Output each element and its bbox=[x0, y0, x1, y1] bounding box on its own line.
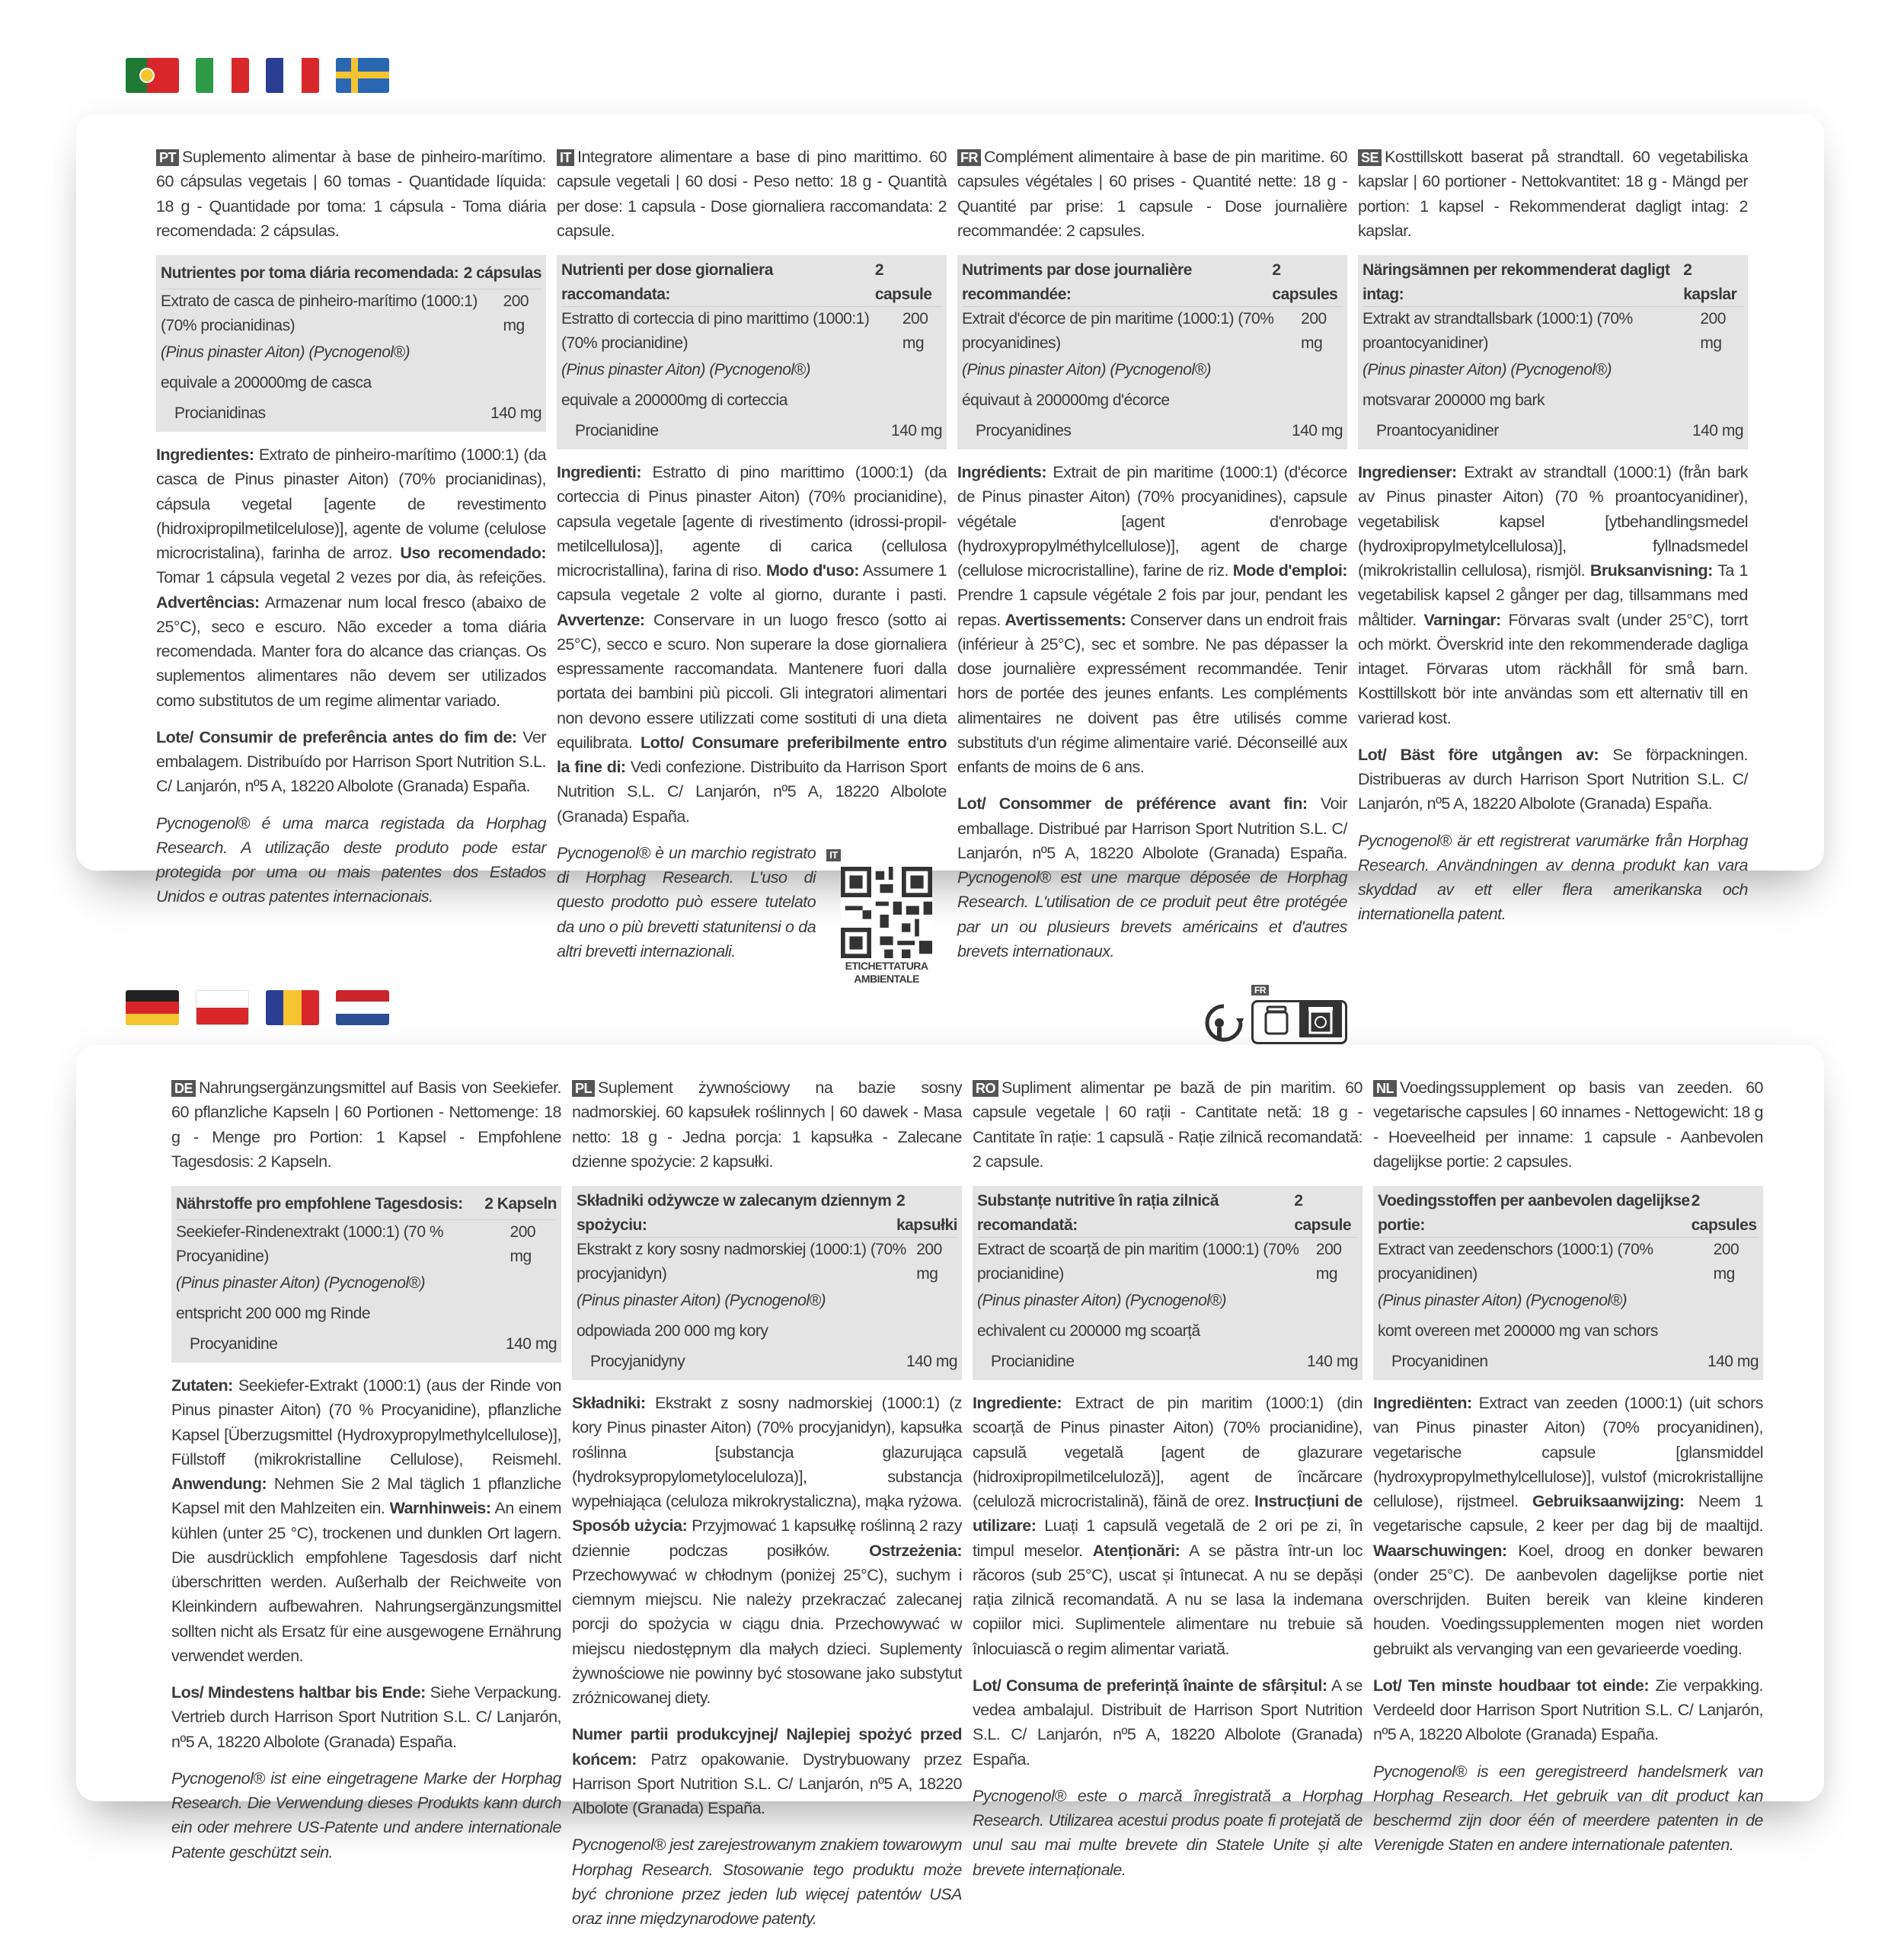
table-row-label: equivale a 200000mg de casca bbox=[161, 374, 372, 392]
ingredients-label: Zutaten: bbox=[171, 1376, 233, 1395]
table-head: Voedingsstoffen per aanbevolen dagelijkse portie: bbox=[1378, 1192, 1690, 1234]
table-row-value: 200 mg bbox=[1315, 1241, 1342, 1283]
use-text: Przyjmować 1 kapsułkę roślinną 2 razy dziennie podczas posiłków. bbox=[572, 1516, 962, 1560]
column-pt bbox=[156, 145, 546, 1044]
warnings-label: Atenționări: bbox=[1092, 1541, 1180, 1560]
use-label: Bruksanvisning: bbox=[1589, 561, 1713, 580]
use-text: Assumere 1 capsula vegetale 2 volte al giorno, durante i pasti. bbox=[557, 561, 947, 605]
warnings-text: Conserver dans un endroit frais (inférieur à 25°C), sec et sombre. Ne pas dépasser la dose journalière expressément recommandée. Tenir hors de portée des jeunes enfants. Les compléments alimentaires ne doivent pas être utilisés comme substituts d'un régime alimentaire varié. Déconseillé aux enfants de moins de 6 ans. bbox=[957, 610, 1347, 776]
lot-label: Lote/ Consumir de preferência antes do fim de: bbox=[156, 727, 517, 746]
table-head-value: 2 capsule bbox=[874, 261, 932, 303]
use-label: Modo d'uso: bbox=[765, 561, 859, 580]
qr-language-tag: IT bbox=[826, 849, 841, 861]
use-label: Anwendung: bbox=[171, 1475, 267, 1493]
table-row-label: entspricht 200 000 mg Rinde bbox=[176, 1305, 370, 1323]
warnings-label: Ostrzeżenia: bbox=[869, 1541, 962, 1560]
table-row-value: 200 mg bbox=[1713, 1241, 1739, 1283]
table-head-value: 2 cápsulas bbox=[463, 264, 541, 283]
warnings-label: Warnhinweis: bbox=[389, 1499, 491, 1518]
trademark-note: Pycnogenol® è un marchio registrato di Horphag Research. L'uso di questo prodotto può essere tutelato da uno o più brevetti statunitensi o da altri brevetti internazionali. bbox=[557, 843, 816, 960]
table-row-label: (Pinus pinaster Aiton) (Pycnogenol®) bbox=[176, 1274, 426, 1293]
warnings-label: Avertissements: bbox=[1005, 610, 1126, 629]
trademark-note: Pycnogenol® är ett registrerat varumärke från Horphag Research. Användningen av denna produkt kan vara skyddad av ett eller flera amerikanska och internationella patent. bbox=[1358, 831, 1748, 924]
trademark-note: Pycnogenol® ist eine eingetragene Marke der Horphag Research. Die Verwendung dieses Produkts kann durch ein oder mehrere US-Patente und andere internationale Patente geschützt sein. bbox=[171, 1769, 561, 1862]
table-row-label: (Pinus pinaster Aiton) (Pycnogenol®) bbox=[577, 1292, 826, 1310]
lot-label: Lot/ Ten minste houdbaar tot einde: bbox=[1373, 1676, 1649, 1695]
table-row-label: Procyjanidyny bbox=[590, 1353, 685, 1371]
ingredients-text: Estratto di pino marittimo (1000:1) (da corteccia di Pinus pinaster Aiton) (70% procianidine), capsula vegetale [agente di rivestimento (idrossi-propil-metilcellulosa)], agente di carica (cellulosa microcristallina), farina di riso. bbox=[557, 463, 947, 580]
nutrition-table bbox=[171, 1186, 561, 1363]
ingredients-label: Ingrédients: bbox=[957, 463, 1047, 481]
table-row-value: 140 mg bbox=[1707, 1353, 1759, 1371]
ingredients-label: Ingredientes: bbox=[156, 446, 254, 464]
nutrition-table bbox=[973, 1186, 1363, 1380]
table-row-label: equivale a 200000mg di corteccia bbox=[561, 391, 787, 410]
trademark-note: Pycnogenol® este o marcă înregistrată a Horphag Research. Utilizarea acestui produs poate fi protejată de unul sau mai multe brevete din Statele Unite și alte brevete internaționale. bbox=[973, 1786, 1363, 1879]
table-row-value: 200 mg bbox=[902, 310, 928, 352]
lot-label: Lot/ Bäst före utgången av: bbox=[1358, 745, 1599, 764]
ingredients-text: Extrait de pin maritime (1000:1) (d'écorce de Pinus pinaster Aiton) (70% procyanidines), capsule végétale [agent d'enrobage (hydroxypropylméthylcellulose)], agent de charge (cellulose microcristalline), farine de riz. bbox=[957, 463, 1347, 580]
product-intro: Integratore alimentare a base di pino marittimo. 60 capsule vegetali | 60 dosi - Peso netto: 18 g - Quantità per dose: 1 capsula - Dose giornaliera raccomandata: 2 capsule. bbox=[557, 148, 947, 240]
lot-text: Siehe Verpackung. Vertrieb durch Harrison Sport Nutrition S.L. C/ Lanjarón, nº5 A, 18220 Albolote (Granada) España. bbox=[171, 1683, 561, 1751]
lot-label: Lotto/ Consumare preferibilmente entro la fine di: bbox=[557, 733, 947, 776]
warnings-label: Varningar: bbox=[1423, 610, 1501, 629]
table-row-label: (Pinus pinaster Aiton) (Pycnogenol®) bbox=[561, 361, 811, 379]
language-code-badge: PL bbox=[572, 1080, 595, 1097]
table-row-label: Extract van zeedenschors (1000:1) (70% procyanidinen) bbox=[1378, 1241, 1653, 1283]
sweden-flag bbox=[336, 58, 389, 93]
nutrition-table bbox=[572, 1186, 962, 1380]
language-code-badge: RO bbox=[973, 1080, 998, 1097]
language-code-badge: FR bbox=[957, 149, 981, 166]
recycling-icons bbox=[957, 976, 1347, 1044]
column-ro bbox=[973, 1075, 1363, 1943]
table-head: Nutriments par dose journalière recommandée: bbox=[962, 261, 1192, 303]
lot-label: Numer partii produkcyjnej/ Najlepiej spożyć przed końcem: bbox=[572, 1725, 962, 1769]
recycling-bin-icon bbox=[1299, 1002, 1342, 1037]
warnings-text: Armazenar num local fresco (abaixo de 25°C), seco e escuro. Não exceder a toma diária recomendada. Manter fora do alcance das crianças. Os suplementos alimentares não devem ser utilizados como substitutos de um regime alimentar variado. bbox=[156, 593, 546, 710]
column-nl bbox=[1373, 1075, 1763, 1943]
table-head-value: 2 capsules bbox=[1691, 1192, 1757, 1234]
nutrition-table bbox=[557, 255, 947, 449]
nutrition-table bbox=[156, 255, 546, 432]
flags-row-bottom bbox=[126, 990, 389, 1025]
table-head: Substanțe nutritive în rația zilnică recomandată: bbox=[977, 1192, 1219, 1234]
warnings-label: Avvertenze: bbox=[557, 610, 645, 629]
language-code-badge: DE bbox=[171, 1080, 196, 1097]
nutrition-table bbox=[1373, 1186, 1763, 1380]
use-text: Nehmen Sie 2 Mal täglich 1 pflanzliche Kapsel mit den Mahlzeiten ein. bbox=[171, 1475, 561, 1518]
table-row-value: 200 mg bbox=[1301, 310, 1327, 352]
lot-label: Lot/ Consommer de préférence avant fin: bbox=[957, 794, 1308, 813]
warnings-text: Förvaras svalt (under 25°C), torrt och mörkt. Överskrid inte den rekommenderade dagliga intaget. Förvaras utom räckhåll för små barn. Kosttillskott bör inte användas som ett alternativ till en varierad kost. bbox=[1358, 610, 1748, 727]
table-row-label: (Pinus pinaster Aiton) (Pycnogenol®) bbox=[161, 344, 411, 362]
table-row-label: odpowiada 200 000 mg kory bbox=[577, 1322, 768, 1341]
environmental-label bbox=[826, 841, 947, 986]
ingredients-text: Extrakt av strandtall (1000:1) (från bark av Pinus pinaster Aiton) (70 % proantocyanidiner), vegetabilisk kapsel [ytbehandlingsmedel (hydroxipropylmetylcellulosa)], fyllnadsmedel (mikrokristallin cellulosa), rismjöl. bbox=[1358, 463, 1748, 580]
column-it bbox=[557, 145, 947, 1044]
netherlands-flag bbox=[336, 990, 389, 1025]
table-row-label: Procyanidine bbox=[190, 1335, 278, 1353]
ingredients-label: Ingrediënten: bbox=[1373, 1394, 1472, 1412]
table-row-label: motsvarar 200000 mg bark bbox=[1363, 391, 1545, 410]
table-row-label: équivaut à 200000mg d'écorce bbox=[962, 391, 1170, 410]
table-row-label: Procianidine bbox=[991, 1353, 1075, 1371]
language-code-badge: IT bbox=[557, 149, 574, 166]
table-row-value: 140 mg bbox=[490, 404, 541, 423]
columns-bottom bbox=[171, 1075, 1763, 1943]
ingredients-label: Ingredienti: bbox=[557, 463, 642, 481]
table-row-label: (Pinus pinaster Aiton) (Pycnogenol®) bbox=[1378, 1292, 1628, 1310]
table-row-label: Procyanidines bbox=[976, 422, 1072, 440]
use-label: Uso recomendado: bbox=[400, 544, 546, 562]
table-row-value: 140 mg bbox=[890, 422, 942, 440]
warnings-text: A se păstra într-un loc răcoros (sub 25°C), uscat și întunecat. A nu se depăși rația zilnică recomandată. A nu se lasa la indemana copiilor mici. Suplimentele alimentare nu trebuie să înlocuiască o regim alimentar variată. bbox=[973, 1541, 1363, 1658]
table-row-label: Procianidinas bbox=[174, 404, 266, 423]
qr-code-icon[interactable] bbox=[841, 867, 932, 958]
table-row-value: 200 mg bbox=[503, 292, 529, 334]
ingredients-text: Extract van zeeden (1000:1) (uit schors van Pinus pinaster Aiton) (70% procyanidinen), vegetarische capsule [glansmiddel (hydroxypropylmethylcellulose)], vulstof (microkristallijne cellulose), rijstmeel. bbox=[1373, 1394, 1763, 1510]
use-text: Neem 1 vegetarische capsule, 2 keer per dag bij de maaltijd. bbox=[1373, 1492, 1763, 1536]
warnings-text: Koel, droog en donker bewaren (onder 25°C). De aanbevolen dagelijkse portie niet overschrijden. Buiten bereik van kleine kinderen houden. Voedingssupplementen mogen niet worden gebruikt als vervanging van een gevarieerde voeding. bbox=[1373, 1541, 1763, 1658]
warnings-text: Przechowywać w chłodnym (poniżej 25°C), suchym i ciemnym miejscu. Nie należy przekraczać zalecanej porcji do spożycia w ciągu dnia. Przechowywać w miejscu niedostępnym dla małych dzieci. Suplementy żywnościowe nie powinny być stosowane jako substytut zróżnicowanej diety. bbox=[572, 1565, 962, 1707]
lot-text: Vedi confezione. Distribuito da Harrison Sport Nutrition S.L. C/ Lanjarón, nº5 A, 18220 Albolote (Granada) España. bbox=[557, 758, 947, 826]
nutrition-table bbox=[1358, 255, 1748, 449]
table-row-label: (Pinus pinaster Aiton) (Pycnogenol®) bbox=[1363, 361, 1612, 379]
portugal-flag bbox=[126, 58, 179, 93]
table-head: Nährstoffe pro empfohlene Tagesdosis: bbox=[176, 1195, 463, 1213]
lot-text: Patrz opakowanie. Dystrybuowany przez Harrison Sport Nutrition S.L. C/ Lanjarón, nº5 A, 18220 Albolote (Granada) España. bbox=[572, 1750, 962, 1817]
trademark-note: Pycnogenol® is een geregistreerd handelsmerk van Horphag Research. Het gebruik van dit product kan beschermd zijn door één of meerdere patenten in de Verenigde Staten en andere internationale patenten. bbox=[1373, 1762, 1763, 1855]
germany-flag bbox=[126, 990, 179, 1025]
table-row-label: Extract de scoarță de pin maritim (1000:1) (70% procianidine) bbox=[977, 1241, 1299, 1283]
product-intro: Supliment alimentar pe bază de pin maritim. 60 capsule vegetale | 60 rații - Cantitate netă: 18 g - Cantitate în rație: 1 capsulă - Rație zilnică recomandată: 2 capsule. bbox=[973, 1079, 1363, 1171]
romania-flag bbox=[266, 990, 319, 1025]
column-fr bbox=[957, 145, 1347, 1044]
ingredients-text: Ekstrakt z sosny nadmorskiej (1000:1) (z kory Pinus pinaster Aiton) (70% procyjanidyn), kapsułka roślinna [substancja glazurująca (hydroksypropylometyloceluloza)], substancja wypełniająca (celuloza mikrokrystaliczna), mąka ryżowa. bbox=[572, 1394, 962, 1510]
table-row-label: komt overeen met 200000 mg van schors bbox=[1378, 1322, 1658, 1341]
table-row-value: 140 mg bbox=[505, 1335, 557, 1353]
table-head-value: 2 Kapseln bbox=[484, 1195, 557, 1213]
triman-recycle-icon bbox=[1201, 1002, 1247, 1044]
use-text: Tomar 1 cápsula vegetal 2 vezes por dia, às refeições. bbox=[156, 568, 546, 587]
trademark-note: Pycnogenol® jest zarejestrowanym znakiem towarowym Horphag Research. Stosowanie tego produktu może być chronione przez jeden lub więcej patentów USA oraz inne międzynarodowe patenty. bbox=[572, 1836, 962, 1928]
ingredients-text: Extrato de pinheiro-marítimo (1000:1) (da casca de Pinus pinaster Aiton) (70% procianidinas), cápsula vegetal [agente de revestimento (hidroxipropilmetilcelulose)], agente de volume (celulose microcristalina), farinha de arroz. bbox=[156, 446, 546, 562]
warnings-label: Advertências: bbox=[156, 593, 260, 612]
warnings-text: An einem kühlen (unter 25 °C), trockenen und dunklen Ort lagern. Die ausdrücklich empfohlene Tagesdosis darf nicht überschritten werden. Außerhalb der Reichweite von Kleinkindern aufbewahren. Nahrungsergänzungsmittel sollten nicht als Ersatz für eine ausgewogene Ernährung verwendet werden. bbox=[171, 1499, 561, 1665]
italy-flag bbox=[196, 58, 249, 93]
column-pl bbox=[572, 1075, 962, 1943]
table-row-value: 140 mg bbox=[1692, 422, 1743, 440]
table-row-value: 200 mg bbox=[510, 1223, 536, 1265]
nutrition-table bbox=[957, 255, 1347, 449]
table-head: Nutrientes por toma diária recomendada: bbox=[161, 264, 459, 283]
product-intro: Kosttillskott baserat på strandtall. 60 vegetabiliska kapslar | 60 portioner - Nettokvantitet: 18 g - Mängd per portion: 1 kapsel - Rekommenderat dagligt intag: 2 kapslar. bbox=[1358, 148, 1748, 240]
use-label: Sposób użycia: bbox=[572, 1516, 688, 1536]
columns-top bbox=[156, 145, 1748, 1044]
table-row-value: 140 mg bbox=[1291, 422, 1343, 440]
language-code-badge: SE bbox=[1358, 149, 1382, 166]
use-label: Gebruiksaanwijzing: bbox=[1532, 1492, 1685, 1510]
table-head: Składniki odżywcze w zalecanym dziennym spożyciu: bbox=[577, 1192, 892, 1234]
lot-text: Zie verpakking. Verdeeld door Harrison Sport Nutrition S.L. C/ Lanjarón, nº5 A, 18220 Albolote (Granada) España. bbox=[1373, 1676, 1763, 1744]
lot-label: Los/ Mindestens haltbar bis Ende: bbox=[171, 1683, 426, 1702]
use-label: Mode d'emploi: bbox=[1232, 561, 1347, 580]
poland-flag bbox=[196, 990, 249, 1025]
table-row-value: 140 mg bbox=[906, 1353, 957, 1371]
table-head-value: 2 capsules bbox=[1272, 261, 1338, 303]
use-text: Luați 1 capsulă vegetală de 2 ori pe zi, în timpul meselor. bbox=[973, 1516, 1363, 1560]
column-de bbox=[171, 1075, 561, 1943]
france-flag bbox=[266, 58, 319, 93]
language-code-badge: NL bbox=[1373, 1080, 1397, 1097]
table-row-label: Procyanidinen bbox=[1391, 1353, 1488, 1371]
product-intro: Nahrungsergänzungsmittel auf Basis von Seekiefer. 60 pflanzliche Kapseln | 60 Portionen - Nettomenge: 18 g - Menge pro Portion: 1 Kapsel - Empfohlene Tagesdosis: 2 Kapseln. bbox=[171, 1079, 561, 1171]
table-head-value: 2 kapsułki bbox=[896, 1192, 957, 1234]
use-text: Prendre 1 capsule végétale 2 fois par jour, pendant les repas. bbox=[957, 586, 1347, 629]
column-se bbox=[1358, 145, 1748, 1044]
product-intro: Complément alimentaire à base de pin maritime. 60 capsules végétales | 60 prises - Quantité nette: 18 g - Quantité par prise: 1 capsule - Dose journalière recommandée: 2 capsules. bbox=[957, 148, 1347, 240]
use-text: Ta 1 vegetabilisk kapsel 2 gånger per dag, tillsammans med måltider. bbox=[1358, 561, 1749, 629]
lot-text: A se vedea ambalajul. Distribuit de Harrison Sport Nutrition S.L. C/ Lanjarón, nº5 A, 18220 Albolote (Granada) España. bbox=[973, 1676, 1363, 1769]
ingredients-label: Ingrediente: bbox=[973, 1394, 1062, 1412]
table-row-label: Ekstrakt z kory sosny nadmorskiej (1000:1) (70% procyjanidyn) bbox=[577, 1241, 906, 1283]
table-head-value: 2 capsule bbox=[1294, 1192, 1352, 1234]
table-row-label: echivalent cu 200000 mg scoarță bbox=[977, 1322, 1200, 1341]
table-head-value: 2 kapslar bbox=[1683, 261, 1737, 303]
table-row-label: Extrait d'écorce de pin maritime (1000:1) (70% procyanidines) bbox=[962, 310, 1274, 352]
product-intro: Voedingssupplement op basis van zeeden. 60 vegetarische capsules | 60 innames - Nettogewicht: 18 g - Hoeveelheid per inname: 1 capsule - Aanbevolen dagelijkse portie: 2 capsules. bbox=[1373, 1079, 1763, 1171]
table-row-label: Proantocyanidiner bbox=[1376, 422, 1499, 440]
use-label: Instrucțiuni de utilizare: bbox=[973, 1492, 1363, 1536]
lot-label: Lot/ Consuma de preferință înainte de sfârșitul: bbox=[973, 1676, 1327, 1695]
table-head: Näringsämnen per rekommenderat dagligt intag: bbox=[1363, 261, 1670, 303]
warnings-label: Waarschuwingen: bbox=[1373, 1541, 1507, 1560]
product-intro: Suplemento alimentar à base de pinheiro-marítimo. 60 cápsulas vegetais | 60 tomas - Quantidade líquida: 18 g - Quantidade por toma: 1 cápsula - Toma diária recomendada: 2 cápsulas. bbox=[156, 148, 546, 240]
ingredients-text: Extract de pin maritim (1000:1) (din scoarță de Pinus pinaster Aiton) (70% procianidine), capsulă vegetală [agent de glazurare (hidroxipropilmetilceluloză)], agent de încărcare (celuloză microcristalină), făină de orez. bbox=[973, 1394, 1363, 1510]
recycle-language-tag: FR bbox=[1251, 985, 1269, 995]
table-row-label: Estratto di corteccia di pino marittimo (1000:1) (70% procianidine) bbox=[561, 310, 870, 352]
flags-row-top bbox=[126, 58, 389, 93]
ingredients-label: Ingredienser: bbox=[1358, 463, 1457, 481]
table-row-label: Extrakt av strandtallsbark (1000:1) (70% proantocyanidiner) bbox=[1363, 310, 1633, 352]
lot-text: Ver embalagem. Distribuído por Harrison Sport Nutrition S.L. C/ Lanjarón, nº5 A, 18220 Albolote (Granada) España. bbox=[156, 727, 546, 796]
qr-caption: ETICHETTATURA AMBIENTALE bbox=[845, 960, 928, 985]
table-head: Nutrienti per dose giornaliera raccomandata: bbox=[561, 261, 773, 303]
table-row-value: 200 mg bbox=[1700, 310, 1726, 352]
table-row-value: 140 mg bbox=[1306, 1353, 1358, 1371]
lot-text: Se förpackningen. Distribueras av durch Harrison Sport Nutrition S.L. C/ Lanjarón, nº5 A, 18220 Albolote (Granada) España. bbox=[1358, 745, 1748, 813]
bottle-icon bbox=[1254, 1002, 1299, 1037]
table-row-label: (Pinus pinaster Aiton) (Pycnogenol®) bbox=[977, 1292, 1227, 1310]
ingredients-text: Seekiefer-Extrakt (1000:1) (aus der Rinde von Pinus pinaster Aiton) (70 % Procyanidine), pflanzliche Kapsel [Überzugsmittel (Hydroxypropylmethylcellulose)], Füllstoff (mikrokristalline Cellulose), Reismehl. bbox=[171, 1376, 562, 1468]
warnings-text: Conservare in un luogo fresco (sotto ai 25°C), secco e scuro. Non superare la dose giornaliera espressamente raccomandata. Mantenere fuori dalla portata dei bambini più piccoli. Gli integratori alimentari non devono essere utilizzati come sostituti di una dieta equilibrata. bbox=[557, 610, 947, 752]
product-intro: Suplement żywnościowy na bazie sosny nadmorskiej. 60 kapsułek roślinnych | 60 dawek - Masa netto: 18 g - Jedna porcja: 1 kapsułka - Zalecane dzienne spożycie: 2 kapsułki. bbox=[572, 1079, 962, 1171]
table-row-label: Seekiefer-Rindenextrakt (1000:1) (70 % Procyanidine) bbox=[176, 1223, 444, 1265]
language-code-badge: PT bbox=[156, 149, 179, 166]
table-row-label: (Pinus pinaster Aiton) (Pycnogenol®) bbox=[962, 361, 1212, 379]
table-row-value: 200 mg bbox=[916, 1241, 942, 1283]
table-row-label: Extrato de casca de pinheiro-marítimo (1000:1) (70% procianidinas) bbox=[161, 292, 478, 334]
lot-text: Voir emballage. Distribué par Harrison Sport Nutrition S.L. C/ Lanjarón, nº5 A, 18220 Albolote (Granada) España. bbox=[957, 794, 1347, 862]
ingredients-label: Składniki: bbox=[572, 1394, 646, 1412]
table-row-label: Procianidine bbox=[575, 422, 659, 440]
trademark-note: Pycnogenol® est une marque déposée de Horphag Research. L'utilisation de ce produit peut être protégée par un ou plusieurs brevets américains et d'autres brevets internationaux. bbox=[957, 868, 1347, 960]
trademark-note: Pycnogenol® é uma marca registada da Horphag Research. A utilização deste produto pode estar protegida por uma ou mais patentes dos Estados Unidos e outras patentes internacionais. bbox=[156, 813, 546, 906]
